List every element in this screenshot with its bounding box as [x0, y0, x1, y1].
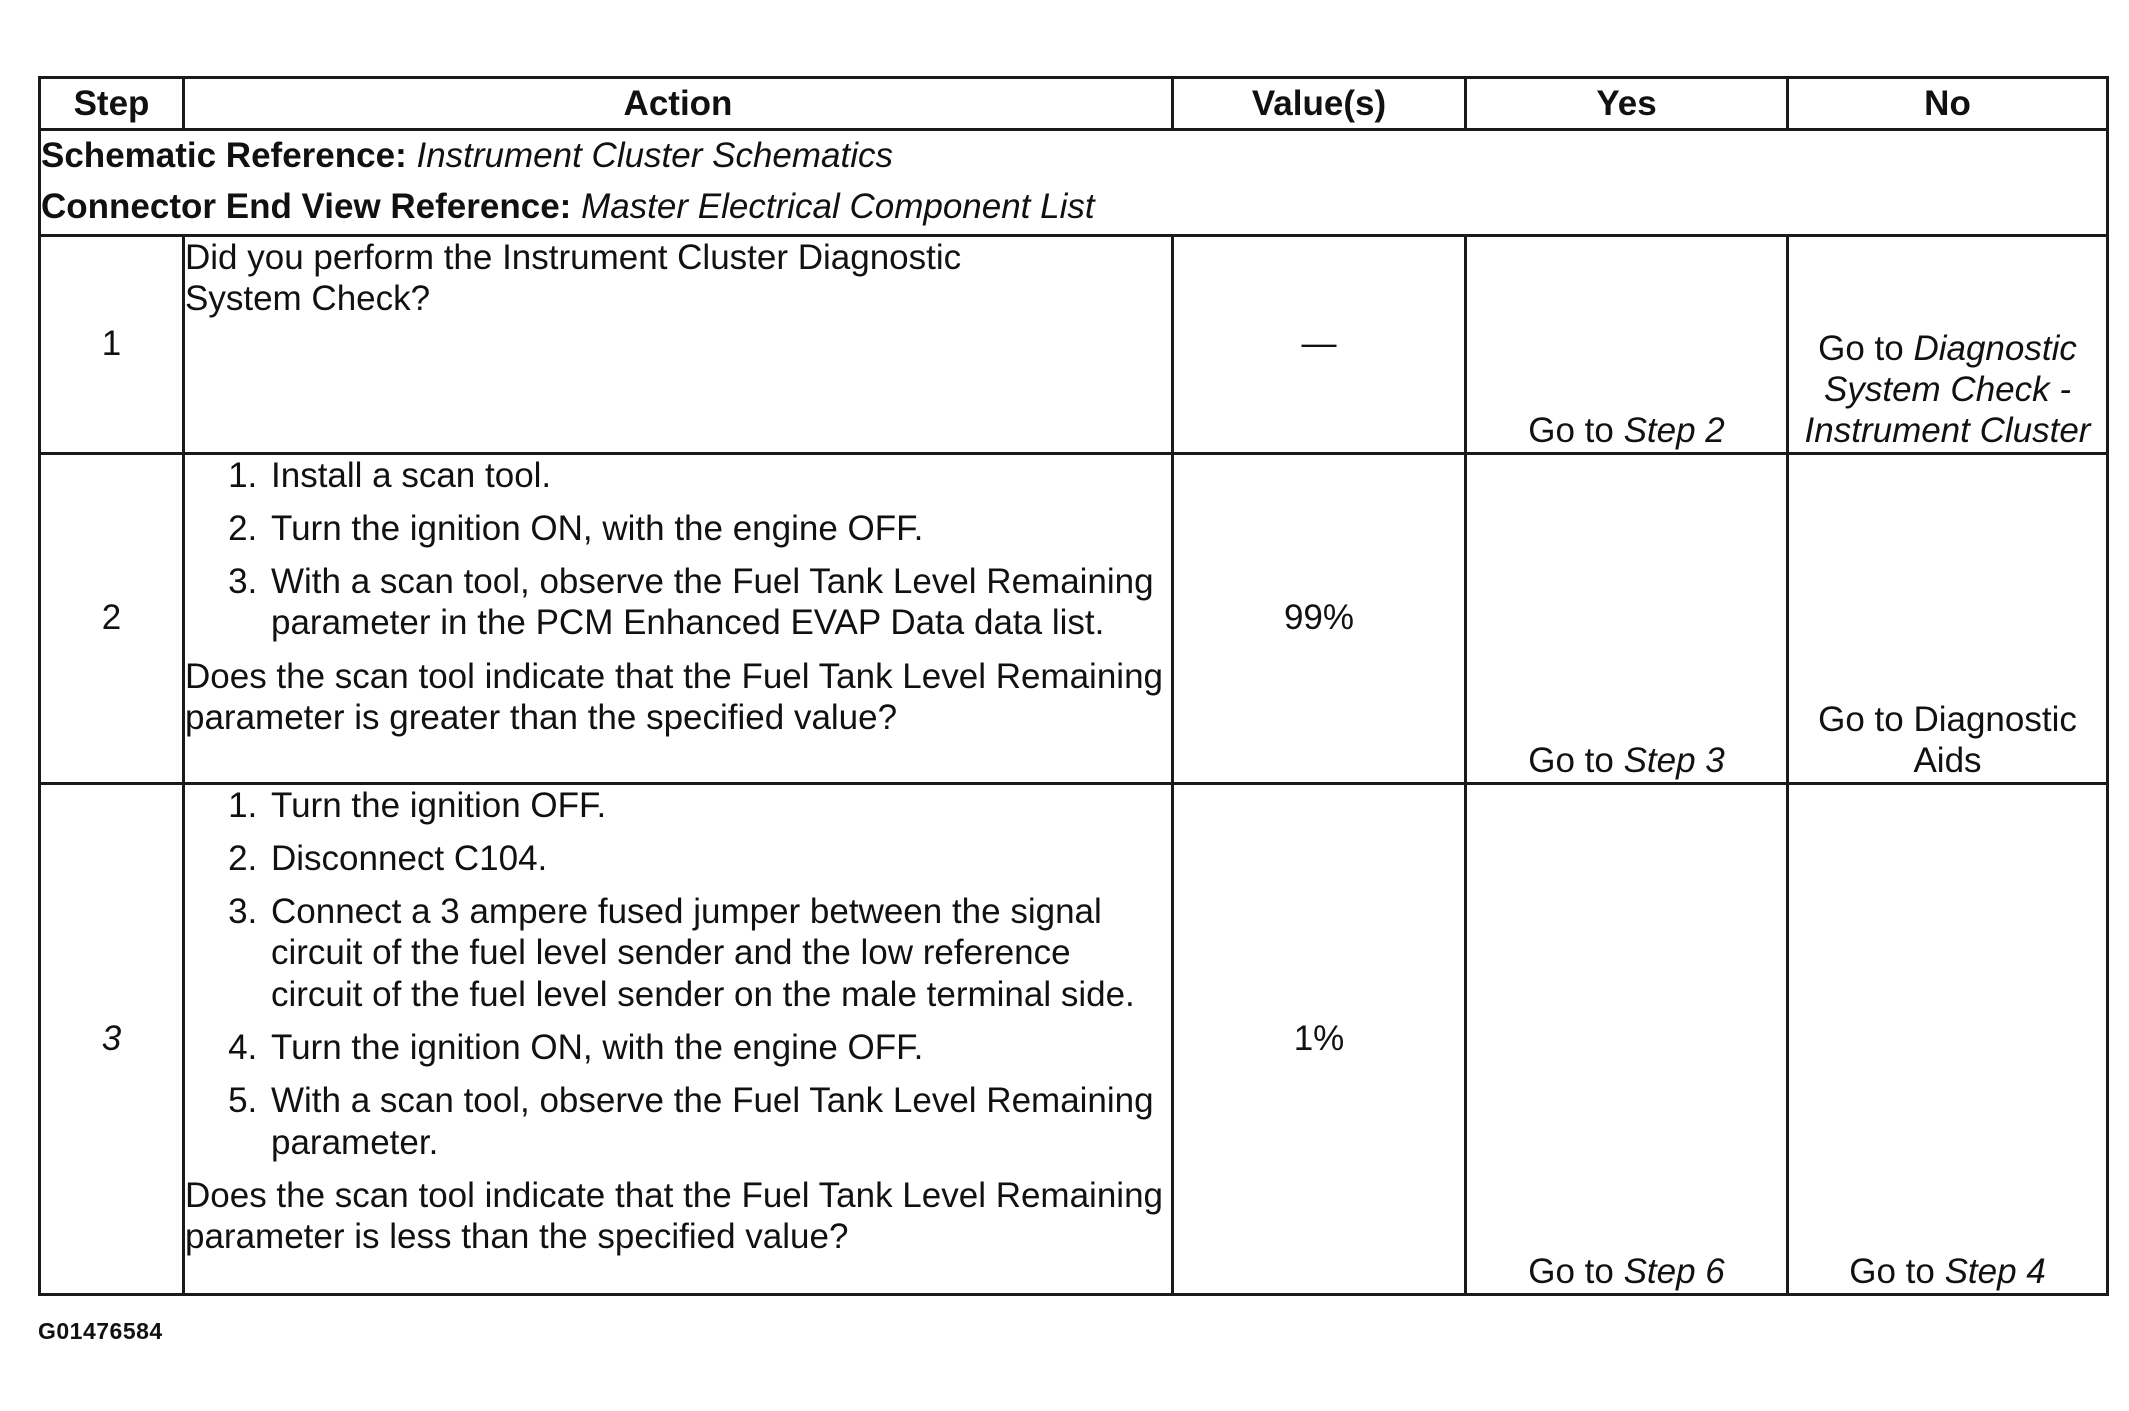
step-2-instruction-2: 2. Turn the ignition ON, with the engine OFF. — [267, 508, 1171, 549]
reference-row — [40, 130, 2108, 236]
step-3-instruction-2: 2. Disconnect C104. — [267, 838, 1171, 879]
step-2-question: Does the scan tool indicate that the Fuel Tank Level Remaining parameter is greater than the specified value? — [185, 656, 1164, 738]
step-3-instruction-4: 4. Turn the ignition ON, with the engine OFF. — [267, 1027, 1171, 1068]
header-no: No — [1788, 78, 2108, 130]
header-action: Action — [184, 78, 1173, 130]
step-row-3 — [40, 783, 2108, 1294]
step-row-1 — [40, 235, 2108, 453]
step-3-yes-link: Step 6 — [1623, 1252, 1725, 1292]
step-number-3: 3 — [40, 783, 184, 1294]
figure-id: G01476584 — [38, 1318, 163, 1344]
step-3-no-link: Step 4 — [1944, 1252, 2046, 1292]
step-3-value: 1% — [1173, 783, 1466, 1294]
step-2-no — [1788, 453, 2108, 783]
step-2-no-text: Go to Diagnostic Aids — [1818, 700, 2077, 781]
step-1-value: — — [1173, 235, 1466, 453]
step-3-instructions — [185, 785, 1171, 1163]
connector-reference-value: Master Electrical Component List — [581, 187, 1095, 227]
header-step: Step — [40, 78, 184, 130]
schematic-reference-value: Instrument Cluster Schematics — [416, 136, 894, 175]
step-1-yes — [1466, 235, 1788, 453]
diagnostic-table-container — [38, 76, 2106, 1296]
step-3-instruction-1: 1. Turn the ignition OFF. — [267, 785, 1171, 826]
step-1-no-link: Diagnostic System Check - Instrument Cluster — [1804, 328, 2091, 451]
header-values: Value(s) — [1173, 78, 1466, 130]
step-1-yes-link: Step 2 — [1623, 411, 1725, 451]
step-3-action — [184, 783, 1173, 1294]
step-3-no-prefix: Go to — [1849, 1252, 1945, 1292]
step-3-yes — [1466, 783, 1788, 1294]
step-2-instruction-1: 1. Install a scan tool. — [267, 455, 1171, 496]
header-yes: Yes — [1466, 78, 1788, 130]
step-2-instruction-3: 3. With a scan tool, observe the Fuel Tank Level Remaining parameter in the PCM Enhanced EVAP Data data list. — [267, 561, 1171, 644]
header-row — [40, 78, 2108, 130]
step-3-instruction-3: 3. Connect a 3 ampere fused jumper between the signal circuit of the fuel level sender and the low reference circuit of the fuel level sender on the male terminal side. — [267, 891, 1171, 1015]
connector-reference-label: Connector End View Reference: — [41, 187, 572, 227]
step-3-yes-prefix: Go to — [1528, 1252, 1624, 1292]
schematic-reference-label: Schematic Reference: — [41, 136, 407, 175]
step-2-yes — [1466, 453, 1788, 783]
step-1-no — [1788, 235, 2108, 453]
step-2-yes-link: Step 3 — [1623, 741, 1725, 781]
reference-cell — [40, 130, 2108, 236]
step-number-2: 2 — [40, 453, 184, 783]
step-2-yes-prefix: Go to — [1528, 741, 1624, 781]
step-1-action — [184, 235, 1173, 453]
step-3-question: Does the scan tool indicate that the Fuel Tank Level Remaining parameter is less than the specified value? — [185, 1175, 1164, 1257]
step-1-no-prefix: Go to — [1818, 328, 1914, 368]
step-number-1: 1 — [40, 235, 184, 453]
step-2-action — [184, 453, 1173, 783]
step-3-instruction-5: 5. With a scan tool, observe the Fuel Tank Level Remaining parameter. — [267, 1080, 1171, 1163]
step-1-action-text: Did you perform the Instrument Cluster Diagnostic System Check? — [185, 237, 962, 318]
step-2-instructions — [185, 455, 1171, 644]
schematic-reference — [41, 131, 2106, 182]
diagnostic-table — [38, 76, 2109, 1296]
step-row-2 — [40, 453, 2108, 783]
step-3-no — [1788, 783, 2108, 1294]
connector-reference — [41, 182, 2106, 233]
step-1-yes-prefix: Go to — [1528, 411, 1624, 451]
step-2-value: 99% — [1173, 453, 1466, 783]
